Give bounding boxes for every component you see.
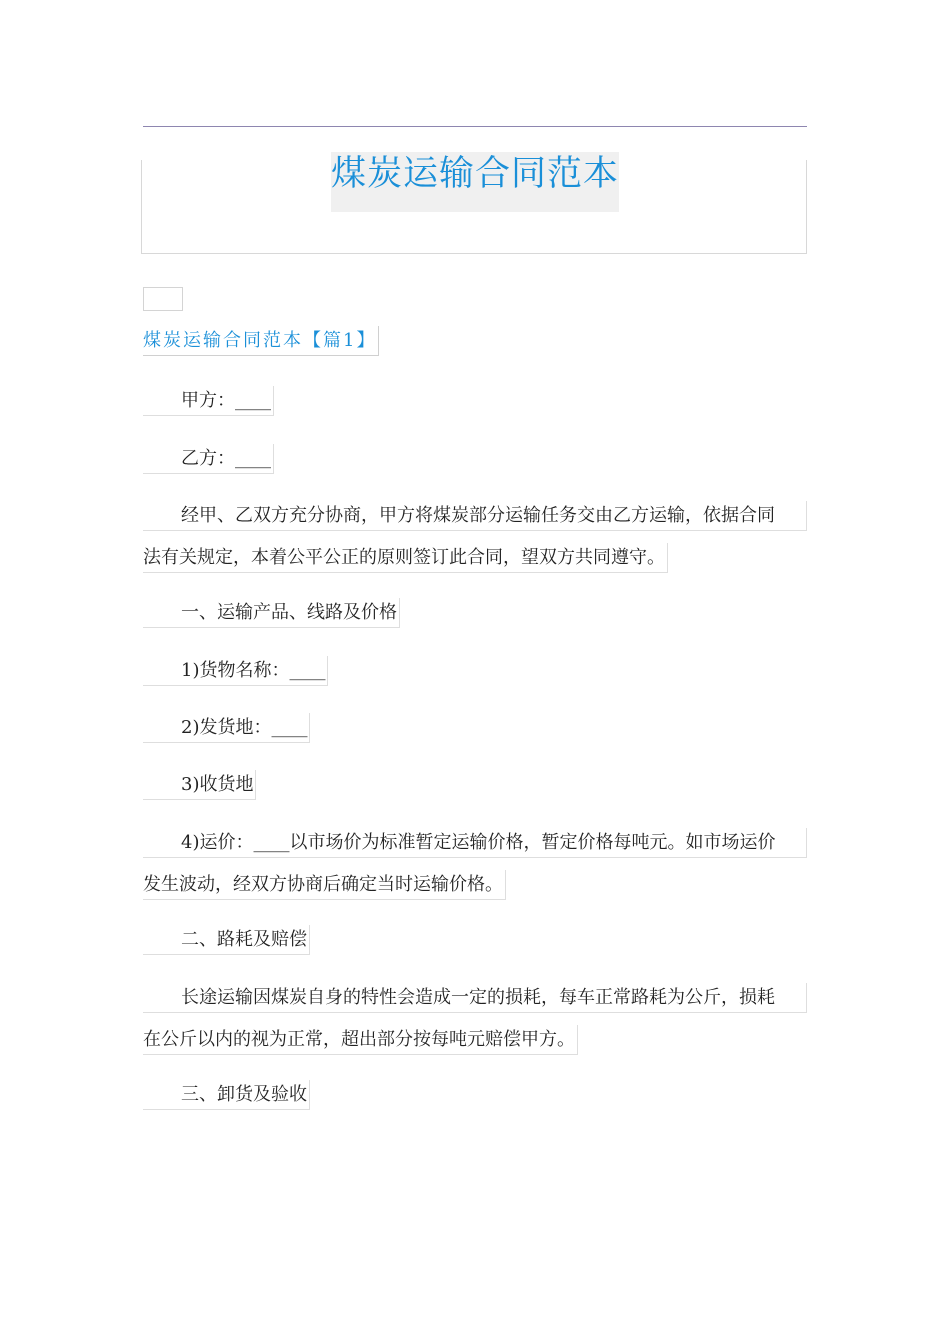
document-title: 煤炭运输合同范本 [331, 152, 619, 212]
clause2-line-2: 在公斤以内的视为正常，超出部分按每吨元赔偿甲方。 [143, 1025, 578, 1055]
empty-placeholder-box [143, 287, 183, 311]
header-rule [143, 126, 807, 127]
clause1-price-line-1: 4)运价：____以市场价为标准暂定运输价格，暂定价格每吨元。如市场运价 [143, 828, 807, 858]
party-a-line [143, 383, 807, 419]
clause1-price-line-2: 发生波动，经双方协商后确定当时运输价格。 [143, 870, 506, 900]
party-a-text: 甲方：____ [143, 386, 274, 416]
section-heading-text: 煤炭运输合同范本【篇1】 [143, 326, 379, 356]
section-heading [143, 326, 379, 356]
clause1-price-paragraph [143, 825, 807, 903]
party-b-text: 乙方：____ [143, 444, 274, 474]
clause2-line-1: 长途运输因煤炭自身的特性会造成一定的损耗，每车正常路耗为公斤，损耗 [143, 983, 807, 1013]
clause1-item-1: 1)货物名称：____ [143, 656, 328, 686]
clause1-item-3-line [143, 767, 807, 803]
party-b-line [143, 441, 807, 477]
clause2-paragraph [143, 980, 807, 1058]
clause1-heading: 一、运输产品、线路及价格 [143, 598, 400, 628]
clause2-heading: 二、路耗及赔偿 [143, 925, 310, 955]
intro-paragraph [143, 498, 807, 576]
clause2-heading-line [143, 922, 807, 958]
clause1-item-2: 2)发货地：____ [143, 713, 310, 743]
clause1-item-1-line [143, 653, 807, 689]
clause1-item-2-line [143, 710, 807, 746]
clause1-heading-line [143, 595, 807, 631]
clause3-heading-line [143, 1077, 807, 1113]
intro-line-2: 法有关规定，本着公平公正的原则签订此合同，望双方共同遵守。 [143, 543, 668, 573]
clause3-heading: 三、卸货及验收 [143, 1080, 310, 1110]
intro-line-1: 经甲、乙双方充分协商，甲方将煤炭部分运输任务交由乙方运输，依据合同 [143, 501, 807, 531]
clause1-item-3: 3)收货地 [143, 770, 256, 800]
